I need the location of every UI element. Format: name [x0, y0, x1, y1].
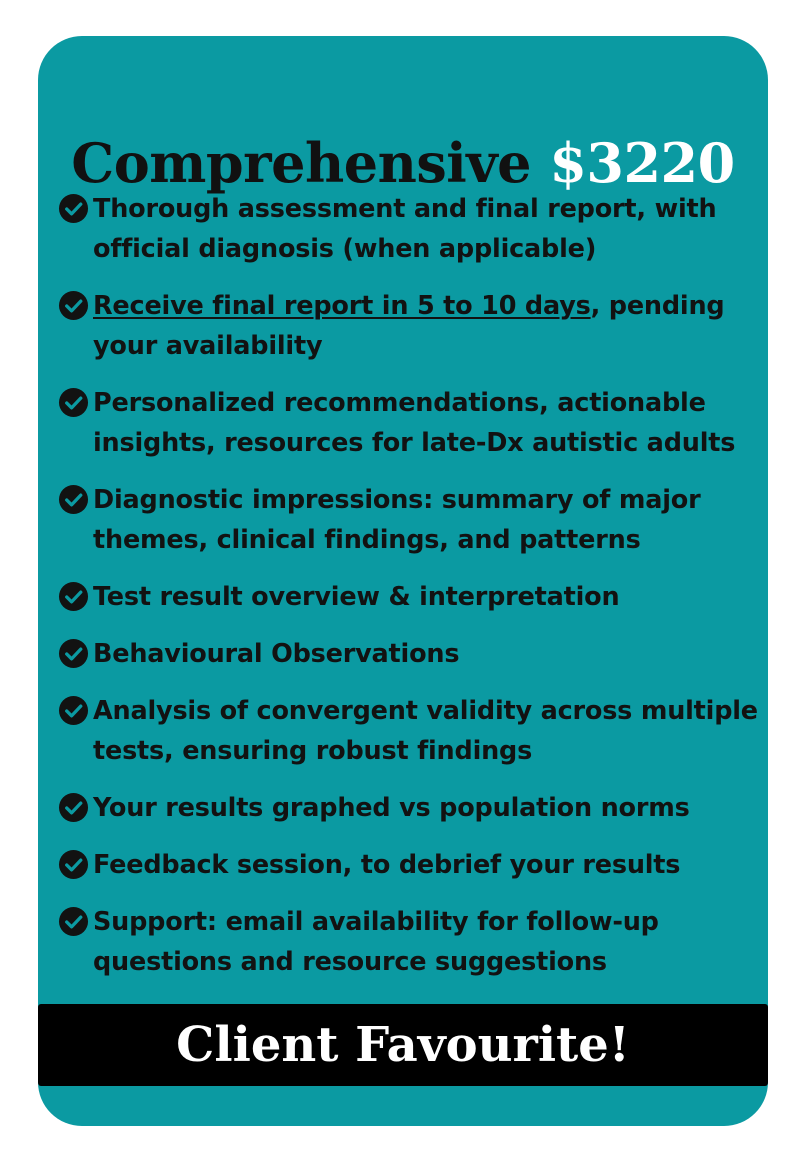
feature-text: Support: email availability for follow-up questions and resource suggestions — [93, 907, 659, 977]
feature-text: Thorough assessment and final report, with official diagnosis (when applicable) — [93, 194, 717, 264]
client-favourite-banner — [38, 1004, 768, 1086]
package-name: Comprehensive — [71, 131, 532, 195]
feature-text: Feedback session, to debrief your results — [93, 850, 681, 880]
package-price: $3220 — [549, 131, 735, 195]
feature-text: Your results graphed vs population norms — [93, 793, 690, 823]
check-circle-icon — [58, 638, 89, 669]
check-circle-icon — [58, 193, 89, 224]
check-circle-icon — [58, 792, 89, 823]
feature-text-rest: , pending your availability — [93, 291, 725, 361]
banner-label: Client Favourite! — [176, 1017, 630, 1073]
check-circle-icon — [58, 849, 89, 880]
feature-text: Analysis of convergent validity across multiple tests, ensuring robust findings — [93, 696, 758, 766]
check-circle-icon — [58, 695, 89, 726]
check-circle-icon — [58, 387, 89, 418]
check-circle-icon — [58, 581, 89, 612]
report-turnaround-link[interactable]: Receive final report in 5 to 10 days — [93, 291, 591, 321]
feature-text: Diagnostic impressions: summary of major themes, clinical findings, and patterns — [93, 485, 701, 555]
feature-text: Test result overview & interpretation — [93, 582, 620, 612]
feature-text: Personalized recommendations, actionable insights, resources for late-Dx autistic adults — [93, 388, 736, 458]
package-title — [38, 128, 768, 198]
check-circle-icon — [58, 484, 89, 515]
pricing-card — [38, 36, 768, 1126]
check-circle-icon — [58, 290, 89, 321]
feature-text — [93, 286, 763, 366]
feature-text: Behavioural Observations — [93, 639, 460, 669]
check-circle-icon — [58, 906, 89, 937]
